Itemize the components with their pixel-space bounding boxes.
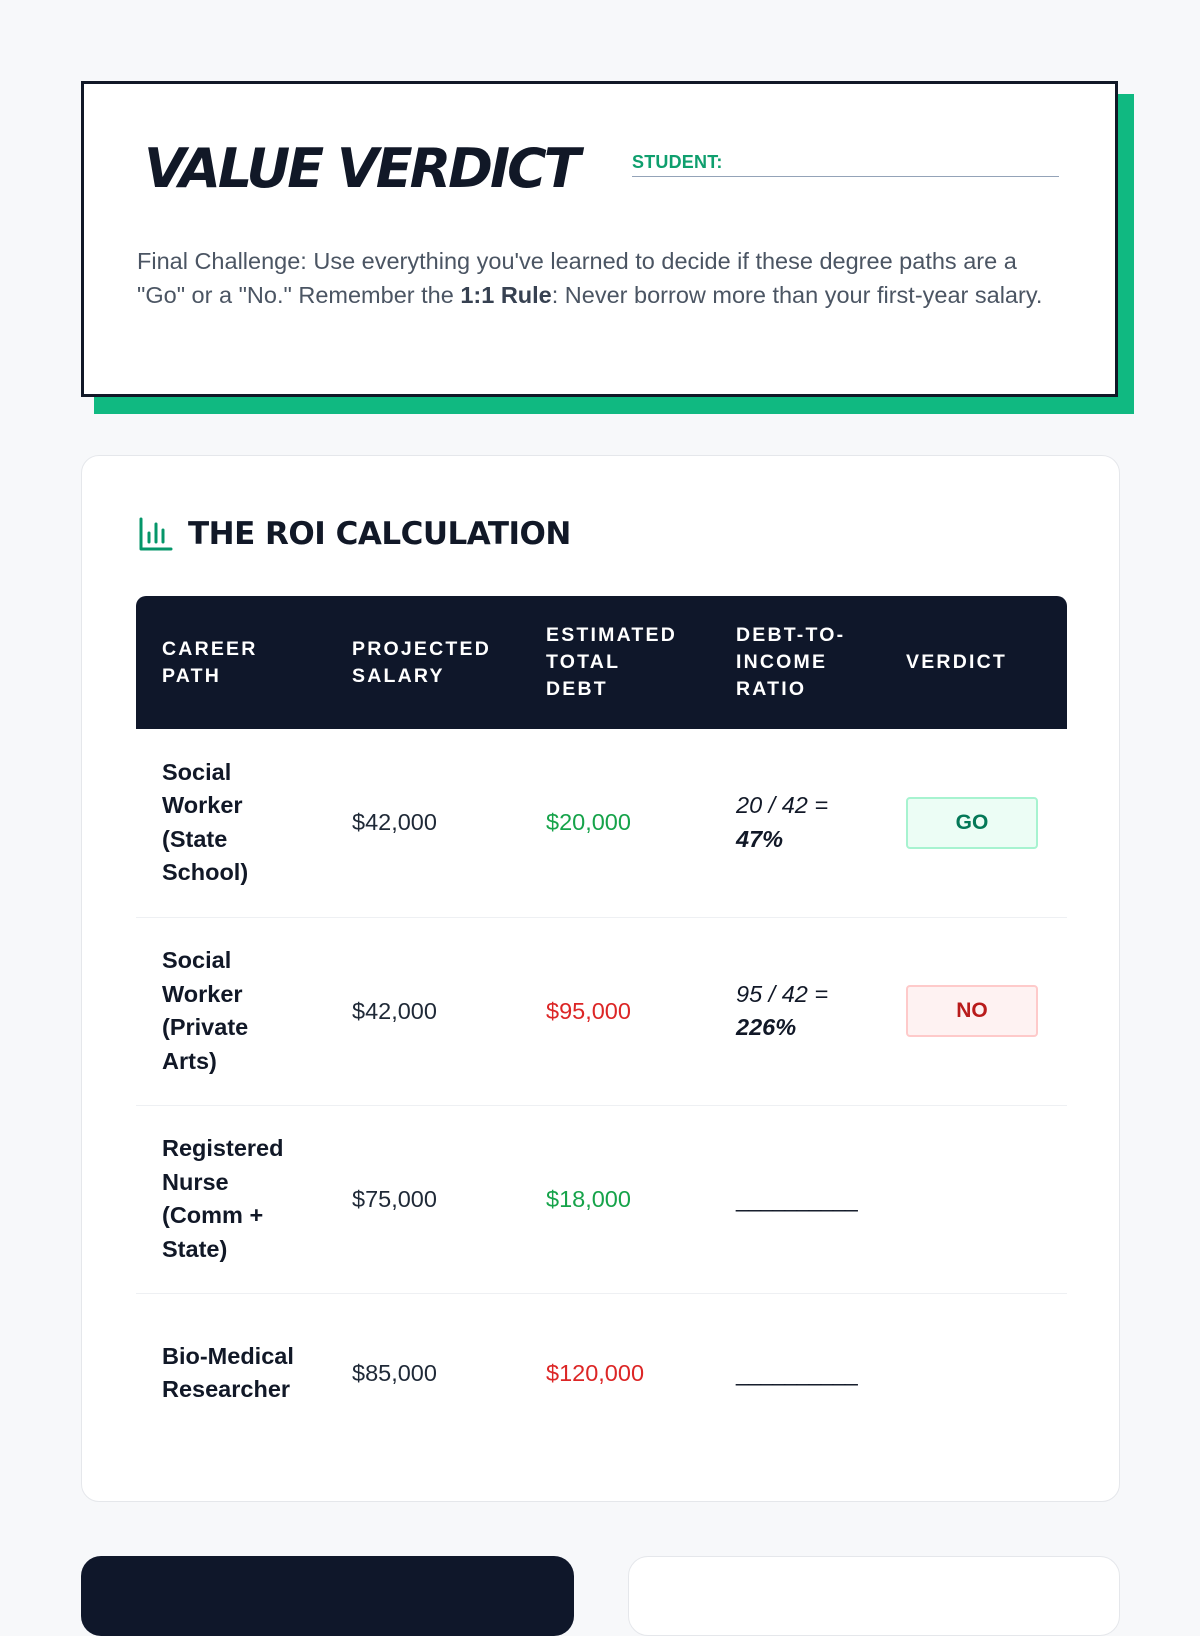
debt-cell: $20,000 — [520, 729, 710, 917]
verdict-blank-cell[interactable] — [880, 1293, 1067, 1453]
roi-card — [81, 455, 1120, 1502]
ratio-blank-cell[interactable]: __________ — [736, 1359, 857, 1386]
salary-cell: $42,000 — [326, 917, 520, 1105]
ratio-cell — [710, 917, 880, 1105]
table-row — [136, 729, 1067, 917]
roi-table — [136, 596, 1067, 1453]
table-header-row — [136, 596, 1067, 729]
ratio-blank-cell[interactable]: __________ — [710, 1105, 880, 1293]
column-header-verdict: VERDICT — [880, 596, 1067, 729]
roi-title: THE ROI CALCULATION — [188, 516, 571, 552]
salary-cell: $42,000 — [326, 729, 520, 917]
verdict-go-badge: GO — [906, 797, 1038, 849]
ratio-expression: 20 / 42 = — [736, 792, 829, 819]
table-row — [136, 1293, 1067, 1453]
ratio-result: 47% — [736, 825, 784, 852]
intro-rule: 1:1 Rule — [460, 281, 552, 308]
student-name-field[interactable] — [632, 152, 1059, 177]
verdict-cell — [880, 917, 1067, 1105]
intro-text — [137, 245, 1067, 312]
column-header-career-path: CAREER PATH — [136, 596, 326, 729]
bottom-dark-card — [81, 1556, 574, 1636]
verdict-blank-cell[interactable] — [880, 1105, 1067, 1293]
career-path-cell: Social Worker (Private Arts) — [136, 917, 326, 1105]
career-path-cell: Social Worker (State School) — [136, 729, 326, 917]
bottom-light-card — [628, 1556, 1120, 1636]
debt-cell: $18,000 — [520, 1105, 710, 1293]
career-path-cell: Registered Nurse (Comm + State) — [136, 1105, 326, 1293]
table-row — [136, 917, 1067, 1105]
column-header-estimated-total-debt: ESTIMATED TOTAL DEBT — [520, 596, 710, 729]
roi-table-wrapper — [136, 596, 1067, 1453]
hero-card — [81, 81, 1118, 397]
bar-chart-icon — [138, 516, 174, 552]
page-title: VALUE VERDICT — [144, 137, 578, 200]
table-row — [136, 1105, 1067, 1293]
student-label: STUDENT: — [632, 152, 723, 172]
debt-cell: $95,000 — [520, 917, 710, 1105]
ratio-expression: 95 / 42 = — [736, 980, 829, 1007]
verdict-no-badge: NO — [906, 985, 1038, 1037]
column-header-debt-to-income-ratio: DEBT-TO-INCOME RATIO — [710, 596, 880, 729]
column-header-projected-salary: PROJECTED SALARY — [326, 596, 520, 729]
salary-cell: $85,000 — [352, 1359, 437, 1386]
ratio-result: 226% — [736, 1014, 797, 1040]
verdict-cell — [880, 729, 1067, 917]
ratio-cell — [710, 729, 880, 917]
roi-card-header — [138, 516, 571, 552]
career-path-cell: Bio-Medical Researcher — [162, 1342, 294, 1403]
intro-text-start: Final Challenge: Use everything you've learned to decide if these degree paths are a "Go" or a "No." Remember the — [137, 248, 1017, 308]
salary-cell: $75,000 — [326, 1105, 520, 1293]
debt-cell: $120,000 — [546, 1359, 645, 1386]
intro-text-end: : Never borrow more than your first-year salary. — [551, 281, 1043, 308]
